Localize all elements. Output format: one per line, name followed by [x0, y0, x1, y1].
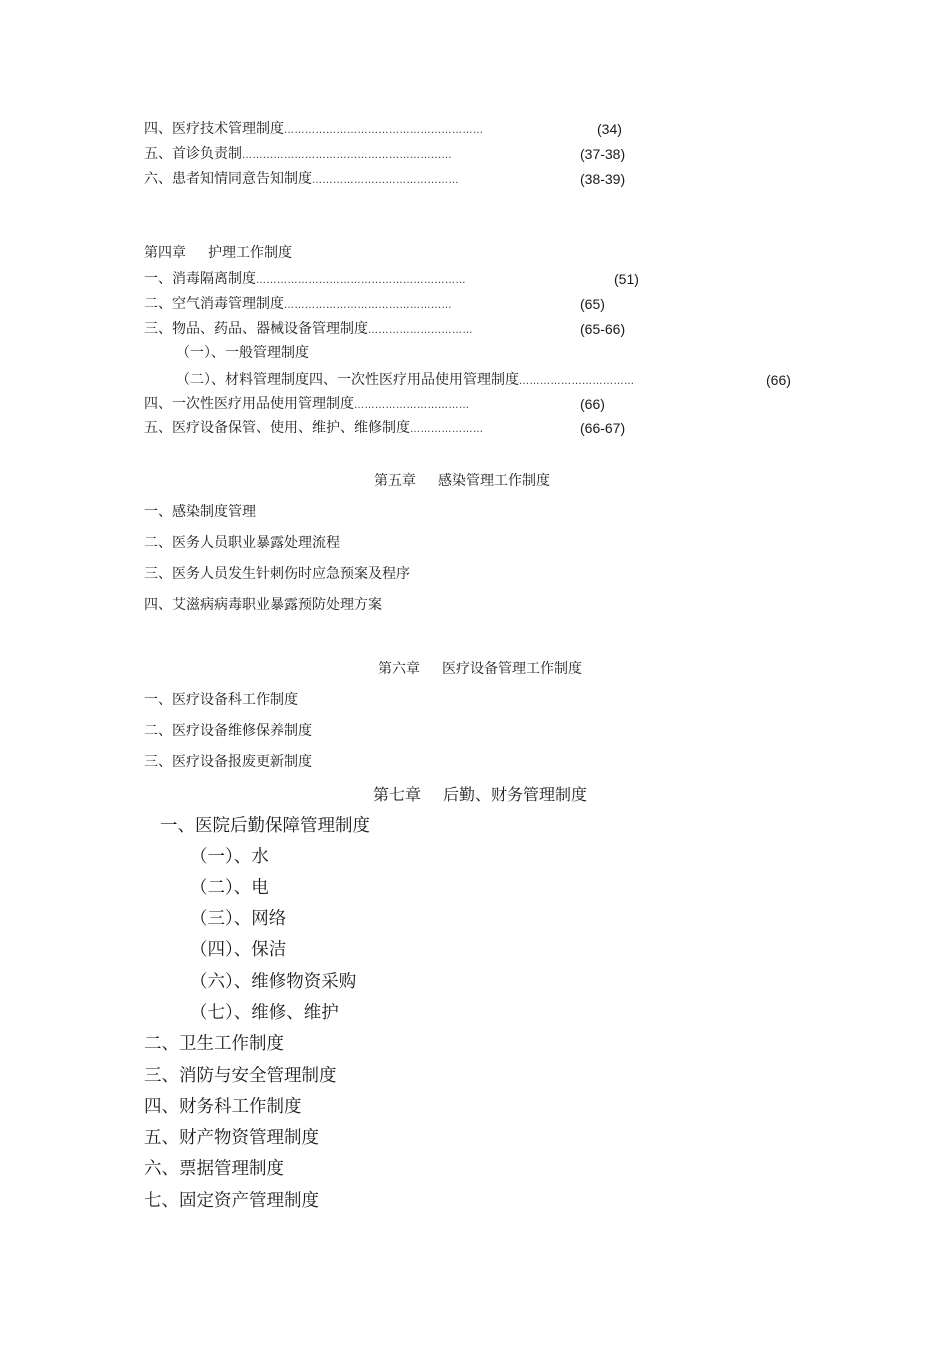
- toc-entry-label: 五、医疗设备保管、使用、维护、维修制度: [144, 420, 410, 436]
- toc-entry: [144, 395, 470, 415]
- sub-list-item: （七）、维修、维护: [190, 1003, 339, 1023]
- toc-leader-dots: …………………………: [368, 325, 473, 336]
- chapter-title: 医疗设备管理工作制度: [442, 661, 582, 677]
- list-item: 四、艾滋病病毒职业暴露预防处理方案: [144, 597, 382, 613]
- toc-leader-dots: ……………………………………………………: [242, 150, 452, 161]
- sub-list-item: （二）、电: [190, 878, 269, 898]
- list-item: 一、感染制度管理: [144, 504, 256, 520]
- toc-entry: [144, 170, 459, 190]
- sub-list-item: （三）、网络: [190, 909, 287, 929]
- sub-list-item: （四）、保洁: [190, 940, 287, 960]
- chapter-heading: [373, 785, 587, 805]
- toc-leader-dots: …………………………………………………: [284, 125, 484, 136]
- toc-subentry: [176, 371, 635, 391]
- toc-leader-dots: ……………………………………………………: [256, 275, 466, 286]
- chapter-number: 第四章: [144, 245, 186, 261]
- chapter-heading: [374, 472, 550, 490]
- toc-entry: [144, 419, 484, 439]
- toc-page-number: (37-38): [580, 146, 626, 162]
- chapter-title: 后勤、财务管理制度: [443, 785, 588, 804]
- toc-leader-dots: ……………………………………: [312, 175, 459, 186]
- list-item: 四、财务科工作制度: [144, 1097, 302, 1117]
- chapter-heading: [144, 244, 292, 262]
- toc-leader-dots: …………………: [410, 424, 484, 435]
- toc-entry: [144, 295, 452, 315]
- toc-subentry: [176, 344, 309, 362]
- list-item: 二、卫生工作制度: [144, 1034, 284, 1054]
- toc-entry-label: 四、一次性医疗用品使用管理制度: [144, 396, 354, 412]
- toc-entry: [144, 120, 484, 140]
- toc-page-number: (34): [597, 121, 622, 137]
- toc-entry-label: 五、首诊负责制: [144, 146, 242, 162]
- list-item: 一、医疗设备科工作制度: [144, 692, 298, 708]
- toc-page-number: (65): [580, 296, 605, 312]
- toc-page-number: (66): [580, 396, 605, 412]
- toc-entry: [144, 270, 466, 290]
- list-item: 二、医务人员职业暴露处理流程: [144, 535, 340, 551]
- sub-list-item: （六）、维修物资采购: [190, 972, 357, 992]
- toc-page-number: (65-66): [580, 321, 626, 337]
- toc-page-number: (51): [614, 271, 639, 287]
- toc-entry: [144, 320, 473, 340]
- toc-entry: [144, 145, 452, 165]
- list-item: 三、医疗设备报废更新制度: [144, 754, 312, 770]
- toc-entry-label: （一）、一般管理制度: [176, 345, 309, 361]
- list-item: 七、固定资产管理制度: [144, 1191, 319, 1211]
- chapter-heading: [378, 660, 582, 678]
- chapter-title: 感染管理工作制度: [438, 473, 550, 489]
- toc-leader-dots: …………………………………………: [284, 300, 452, 311]
- list-item: 二、医疗设备维修保养制度: [144, 723, 312, 739]
- list-item: 五、财产物资管理制度: [144, 1128, 319, 1148]
- list-item: 一、医院后勤保障管理制度: [160, 816, 370, 836]
- toc-entry-label: 一、消毒隔离制度: [144, 271, 256, 287]
- toc-page-number: (66-67): [580, 420, 626, 436]
- toc-entry-label: （二）、材料管理制度四、一次性医疗用品使用管理制度: [176, 372, 519, 388]
- toc-leader-dots: ……………………………: [519, 376, 635, 387]
- list-item: 三、医务人员发生针刺伤时应急预案及程序: [144, 566, 410, 582]
- list-item: 六、票据管理制度: [144, 1159, 284, 1179]
- toc-entry-label: 二、空气消毒管理制度: [144, 296, 284, 312]
- toc-entry-label: 四、医疗技术管理制度: [144, 121, 284, 137]
- toc-entry-label: 六、患者知情同意告知制度: [144, 171, 312, 187]
- chapter-number: 第六章: [378, 661, 420, 677]
- list-item: 三、消防与安全管理制度: [144, 1066, 337, 1086]
- toc-page-number: (66): [766, 372, 791, 388]
- toc-entry-label: 三、物品、药品、器械设备管理制度: [144, 321, 368, 337]
- chapter-number: 第五章: [374, 473, 416, 489]
- chapter-title: 护理工作制度: [208, 245, 292, 261]
- sub-list-item: （一）、水: [190, 847, 269, 867]
- chapter-number: 第七章: [373, 785, 422, 804]
- toc-page-number: (38-39): [580, 171, 626, 187]
- toc-leader-dots: ……………………………: [354, 400, 470, 411]
